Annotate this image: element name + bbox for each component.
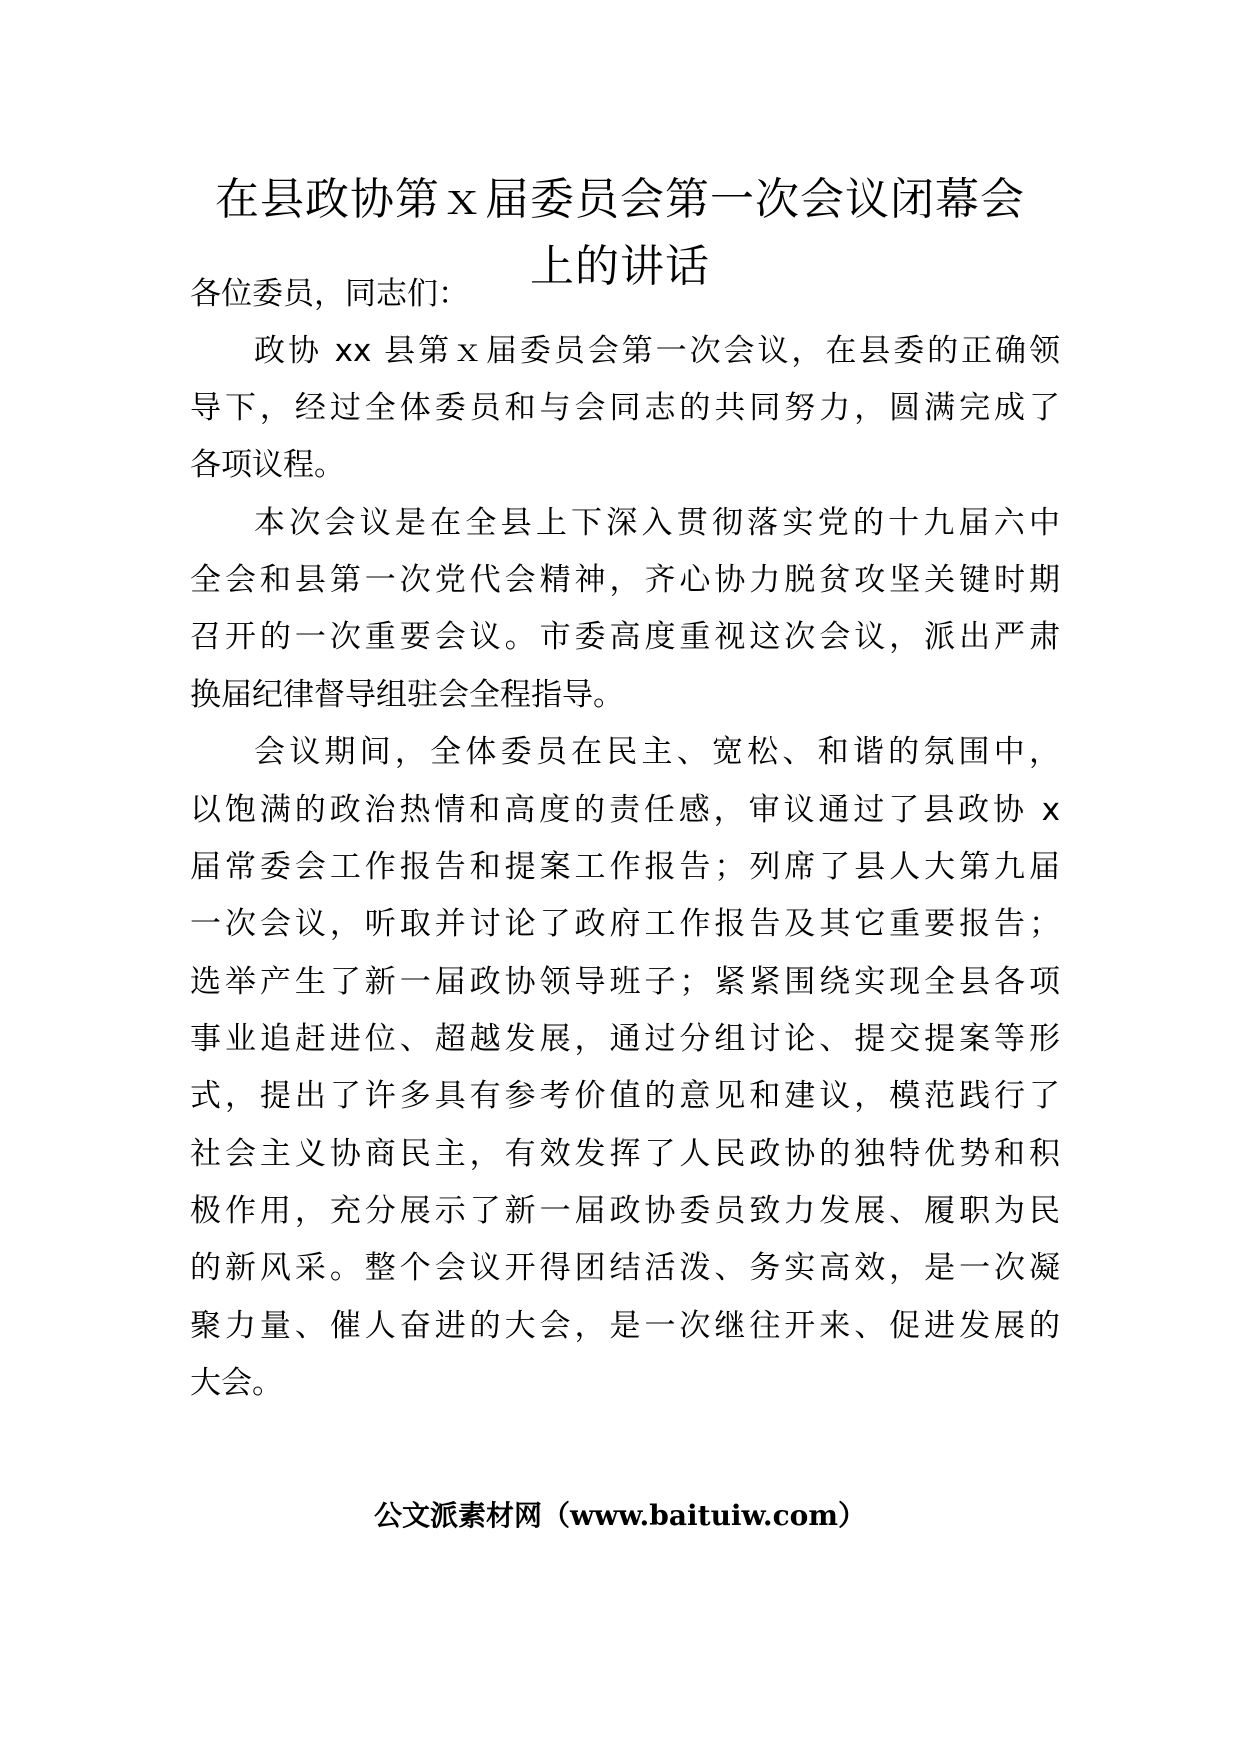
paragraph-3-line-9: 极作用，充分展示了新一届政协委员致力发展、履职为民 bbox=[190, 1193, 1060, 1229]
paragraph-3-line-8: 社会主义协商民主，有效发挥了人民政协的独特优势和积 bbox=[190, 1136, 1060, 1172]
salutation: 各位委员，同志们： bbox=[190, 276, 469, 312]
paragraph-2-line-4: 换届纪律督导组驻会全程指导。 bbox=[190, 677, 624, 713]
paragraph-3-line-11: 聚力量、催人奋进的大会，是一次继往开来、促进发展的 bbox=[190, 1308, 1060, 1344]
paragraph-2-line-1: 本次会议是在全县上下深入贯彻落实党的十九届六中 bbox=[254, 505, 1060, 541]
footer-source: 公文派素材网（www.baituiw.com） bbox=[374, 1499, 866, 1532]
paragraph-2-line-3: 召开的一次重要会议。市委高度重视这次会议，派出严肃 bbox=[190, 619, 1060, 655]
document-title-line-2: 上的讲话 bbox=[530, 241, 710, 292]
paragraph-1-line-3: 各项议程。 bbox=[190, 447, 345, 483]
paragraph-3-line-10: 的新风采。整个会议开得团结活泼、务实高效，是一次凝 bbox=[190, 1250, 1060, 1286]
paragraph-3-line-3: 届常委会工作报告和提案工作报告；列席了县人大第九届 bbox=[190, 849, 1060, 885]
document-title-line-1: 在县政协第ｘ届委员会第一次会议闭幕会 bbox=[215, 174, 1025, 225]
paragraph-1-line-1: 政协 xx 县第ｘ届委员会第一次会议，在县委的正确领 bbox=[254, 333, 1060, 369]
paragraph-3-line-12: 大会。 bbox=[190, 1365, 283, 1401]
paragraph-1-line-2: 导下，经过全体委员和与会同志的共同努力，圆满完成了 bbox=[190, 390, 1060, 426]
paragraph-3-line-2: 以饱满的政治热情和高度的责任感，审议通过了县政协 x bbox=[190, 792, 1060, 828]
paragraph-3-line-1: 会议期间，全体委员在民主、宽松、和谐的氛围中， bbox=[254, 734, 1060, 770]
paragraph-3-line-5: 选举产生了新一届政协领导班子；紧紧围绕实现全县各项 bbox=[190, 964, 1060, 1000]
paragraph-3-line-7: 式，提出了许多具有参考价值的意见和建议，模范践行了 bbox=[190, 1078, 1060, 1114]
paragraph-3-line-6: 事业追赶进位、超越发展，通过分组讨论、提交提案等形 bbox=[190, 1021, 1060, 1057]
paragraph-3-line-4: 一次会议，听取并讨论了政府工作报告及其它重要报告； bbox=[190, 906, 1060, 942]
paragraph-2-line-2: 全会和县第一次党代会精神，齐心协力脱贫攻坚关键时期 bbox=[190, 562, 1060, 598]
